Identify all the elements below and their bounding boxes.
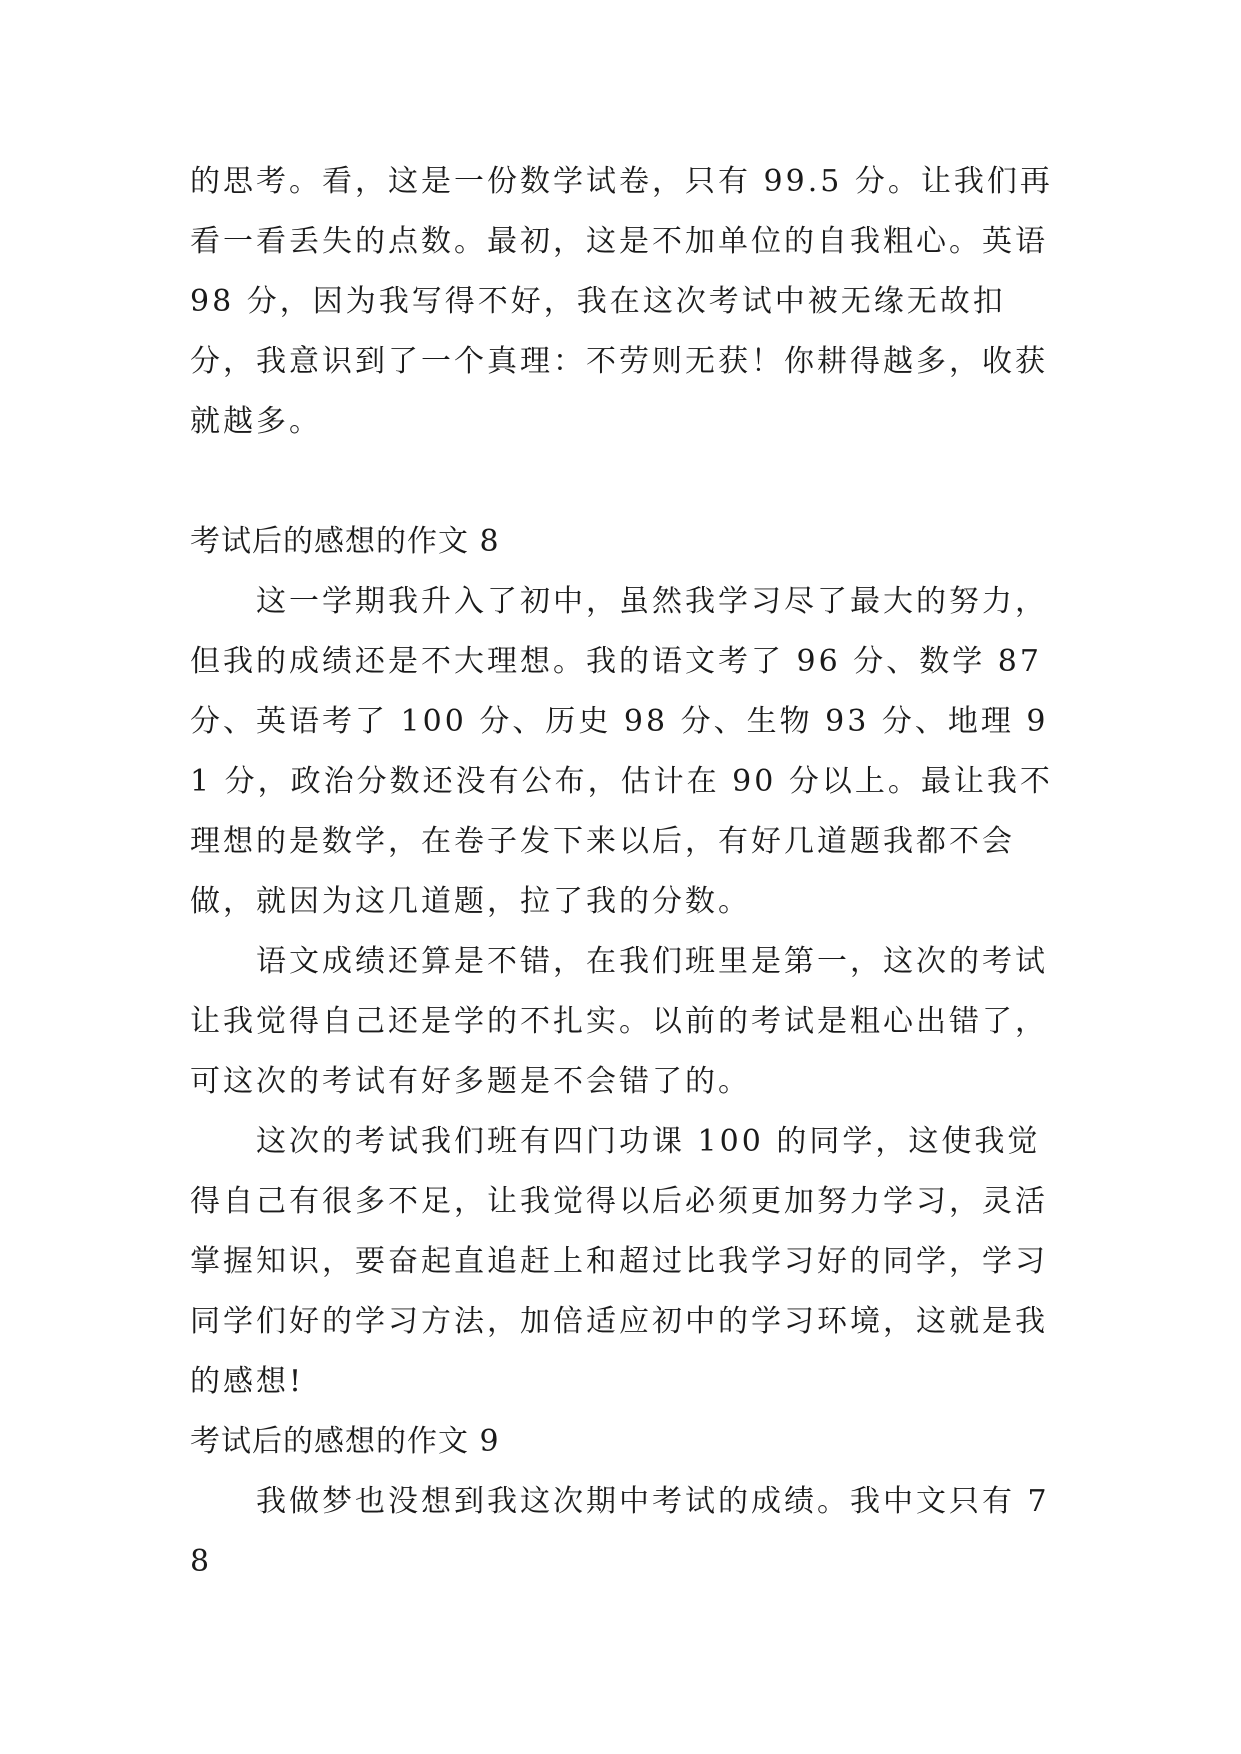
continuation-paragraph: 的思考。看，这是一份数学试卷，只有 99.5 分。让我们再看一看丢失的点数。最初，这是不加单位的自我粗心。英语 98 分，因为我写得不好，我在这次考试中被无缘无故扣分，我意识到了一个真理：不劳则无获！你耕得越多，收获就越多。 <box>190 164 1061 439</box>
section-8-paragraph-3: 这次的考试我们班有四门功课 100 的同学，这使我觉得自己有很多不足，让我觉得以后必须更加努力学习，灵活掌握知识，要奋起直追赶上和超过比我学习好的同学，学习同学们好的学习方法，加倍适应初中的学习环境，这就是我的感想! <box>190 1124 1048 1399</box>
section-heading-9: 考试后的感想的作文 9 <box>190 1424 500 1459</box>
section-9-paragraph-1: 我做梦也没想到我这次期中考试的成绩。我中文只有 78 <box>190 1484 1050 1579</box>
section-8-paragraph-2: 语文成绩还算是不错，在我们班里是第一，这次的考试让我觉得自己还是学的不扎实。以前的考试是粗心出错了，可这次的考试有好多题是不会错了的。 <box>190 944 1048 1099</box>
section-9-body <box>190 1472 1060 1592</box>
section-8-body <box>190 572 1060 1412</box>
section-heading-8: 考试后的感想的作文 8 <box>190 524 500 559</box>
section-8-paragraph-1: 这一学期我升入了初中，虽然我学习尽了最大的努力，但我的成绩还是不大理想。我的语文考了 96 分、数学 87 分、英语考了 100 分、历史 98 分、生物 93 分、地理 91 分，政治分数还没有公布，估计在 90 分以上。最让我不理想的是数学，在卷子发下来以后，有好几道题我都不会做，就因为这几道题，拉了我的分数。 <box>190 584 1055 919</box>
continuation-text-block <box>190 152 1060 452</box>
